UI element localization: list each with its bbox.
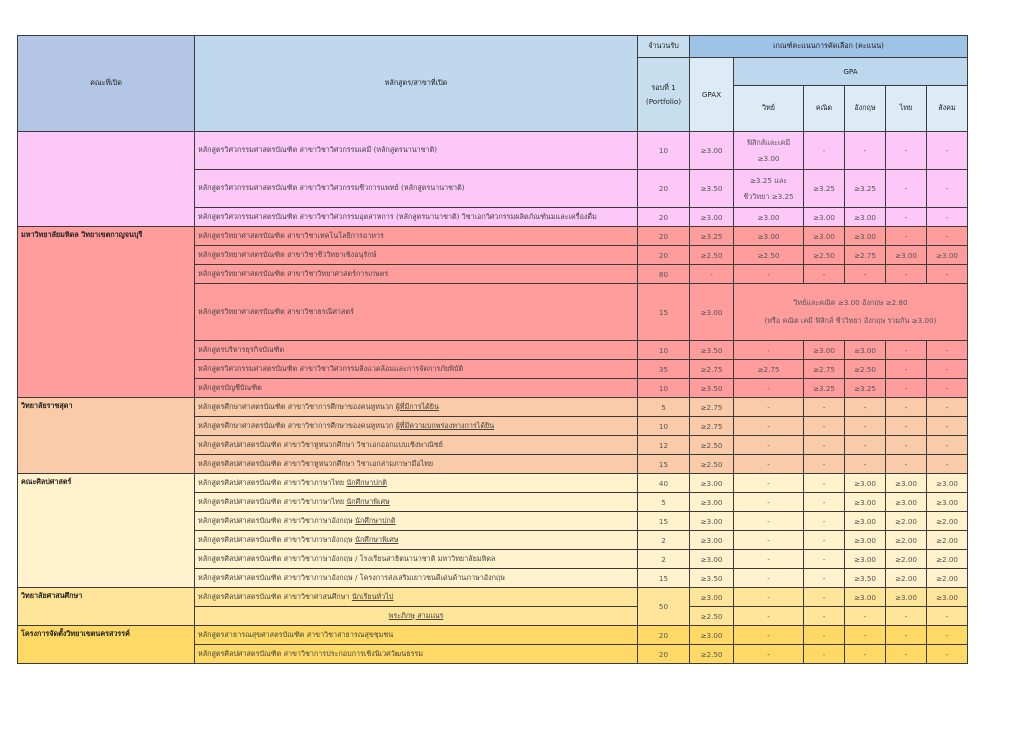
soc-cell: - — [927, 227, 968, 246]
eng-cell: - — [845, 436, 886, 455]
math-cell: - — [804, 607, 845, 626]
sci-cell: - — [734, 436, 804, 455]
table-row — [18, 227, 968, 246]
faculty-cell: วิทยาลัยศาสนศึกษา — [18, 588, 195, 626]
gpax-cell: ≥3.00 — [690, 208, 734, 227]
criteria-line-2: (หรือ คณิต เคมี ฟิสิกส์ ชีววิทยา อังกฤษ รวมกัน ≥3.00) — [764, 316, 937, 325]
capacity-cell: 10 — [638, 417, 690, 436]
sci-cell: - — [734, 379, 804, 398]
gpax-cell: ≥3.00 — [690, 512, 734, 531]
gpax-cell: - — [690, 265, 734, 284]
program-cell — [195, 493, 638, 512]
program-name: หลักสูตรศิลปศาสตรบัณฑิต สาขาวิชาหูหนวกศึกษา วิชาเอกล่ามภาษามือไทย — [198, 458, 434, 468]
math-cell: - — [804, 531, 845, 550]
program-name: หลักสูตรวิศวกรรมศาสตรบัณฑิต สาขาวิชาวิศวกรรมสิ่งแวดล้อมและการจัดการภัยพิบัติ — [198, 363, 464, 373]
math-cell: - — [804, 569, 845, 588]
eng-cell: ≥3.00 — [845, 341, 886, 360]
eng-cell: ≥3.00 — [845, 512, 886, 531]
eng-cell: - — [845, 645, 886, 664]
sci-cell: - — [734, 398, 804, 417]
eng-cell: ≥3.25 — [845, 170, 886, 208]
gpax-cell: ≥2.50 — [690, 246, 734, 265]
soc-cell: - — [927, 398, 968, 417]
program-cell — [195, 208, 638, 227]
eng-cell: ≥2.50 — [845, 360, 886, 379]
header-program: หลักสูตร/สาขาที่เปิด — [195, 36, 638, 132]
eng-cell: ≥3.00 — [845, 550, 886, 569]
capacity-cell: 10 — [638, 132, 690, 170]
header-subject-math: คณิต — [804, 86, 845, 132]
program-name: หลักสูตรศิลปศาสตรบัณฑิต สาขาวิชาภาษาอังกฤษ — [198, 534, 353, 544]
program-cell — [195, 607, 638, 626]
gpax-cell: ≥2.50 — [690, 436, 734, 455]
program-cell — [195, 379, 638, 398]
math-cell: - — [804, 436, 845, 455]
gpax-cell: ≥3.00 — [690, 132, 734, 170]
header-round — [638, 58, 690, 132]
program-track: พระภิกษุ สามเณร — [388, 610, 444, 620]
program-name: หลักสูตรวิศวกรรมศาสตรบัณฑิต สาขาวิชาวิศวกรรมเคมี (หลักสูตรนานาชาติ) — [198, 145, 438, 154]
header-capacity: จำนวนรับ — [638, 36, 690, 58]
program-track: นักศึกษาพิเศษ — [346, 496, 390, 506]
admission-criteria-table — [17, 35, 968, 664]
soc-cell: - — [927, 417, 968, 436]
program-name: หลักสูตรวิศวกรรมศาสตรบัณฑิต สาขาวิชาวิศวกรรมอุตสาหการ (หลักสูตรนานาชาติ) วิชาเอกวิศวกรรมผลิตภัณฑ์นมและเครื่องดื่ม — [198, 211, 597, 221]
gpax-cell: ≥2.50 — [690, 607, 734, 626]
header-round-label: รอบที่ 1 — [651, 82, 676, 92]
gpax-cell: ≥3.00 — [690, 550, 734, 569]
capacity-cell: 20 — [638, 645, 690, 664]
table-row — [18, 626, 968, 645]
soc-cell: - — [927, 645, 968, 664]
header-subject-soc: สังคม — [927, 86, 968, 132]
math-cell: - — [804, 512, 845, 531]
math-cell: ≥2.75 — [804, 360, 845, 379]
thai-cell: ≥2.00 — [886, 512, 927, 531]
capacity-cell: 20 — [638, 208, 690, 227]
thai-cell: - — [886, 360, 927, 379]
thai-cell: ≥2.00 — [886, 550, 927, 569]
program-name: หลักสูตรวิทยาศาสตรบัณฑิต สาขาวิชาธรณีศาสตร์ — [198, 306, 354, 316]
program-cell — [195, 341, 638, 360]
sci-cell: - — [734, 588, 804, 607]
eng-cell: - — [845, 398, 886, 417]
soc-cell: - — [927, 436, 968, 455]
sci-cell: ≥3.00 — [734, 227, 804, 246]
program-name: หลักสูตรศิลปศาสตรบัณฑิต สาขาวิชาภาษาไทย — [198, 496, 345, 506]
sci-cell: ≥2.75 — [734, 360, 804, 379]
program-cell — [195, 569, 638, 588]
eng-cell: ≥3.50 — [845, 569, 886, 588]
header-faculty: คณะที่เปิด — [18, 36, 195, 132]
thai-cell: ≥3.00 — [886, 493, 927, 512]
program-cell — [195, 246, 638, 265]
capacity-cell: 10 — [638, 341, 690, 360]
gpax-cell: ≥3.00 — [690, 474, 734, 493]
header-gpa: GPA — [734, 58, 968, 86]
thai-cell: - — [886, 379, 927, 398]
capacity-cell: 15 — [638, 569, 690, 588]
thai-cell: - — [886, 208, 927, 227]
eng-cell: - — [845, 455, 886, 474]
eng-cell: ≥3.00 — [845, 474, 886, 493]
program-track: นักศึกษาปกติ — [355, 515, 396, 525]
sci-cell: ≥3.00 — [734, 208, 804, 227]
criteria-line-1: วิทย์และคณิต ≥3.00 อังกฤษ ≥2.80 — [793, 298, 908, 307]
header-subject-thai: ไทย — [886, 86, 927, 132]
program-name: หลักสูตรบริหารธุรกิจบัณฑิต — [198, 344, 285, 354]
math-cell: - — [804, 265, 845, 284]
program-track: ผู้ที่มีความบกพร่องทางการได้ยิน — [395, 420, 495, 430]
capacity-cell: 50 — [638, 588, 690, 626]
thai-cell: ≥2.00 — [886, 569, 927, 588]
soc-cell: - — [927, 170, 968, 208]
gpax-cell: ≥2.75 — [690, 398, 734, 417]
sci-cell: - — [734, 493, 804, 512]
sci-cell: - — [734, 341, 804, 360]
math-cell: - — [804, 474, 845, 493]
program-track: ผู้ที่มีการได้ยิน — [395, 401, 439, 411]
capacity-cell: 20 — [638, 246, 690, 265]
capacity-cell: 12 — [638, 436, 690, 455]
soc-cell: - — [927, 607, 968, 626]
capacity-cell: 15 — [638, 512, 690, 531]
program-name: หลักสูตรวิทยาศาสตรบัณฑิต สาขาวิชาชีววิทยาเชิงอนุรักษ์ — [198, 249, 377, 259]
program-cell — [195, 455, 638, 474]
capacity-cell: 20 — [638, 170, 690, 208]
header-criteria: เกณฑ์คะแนนการคัดเลือก (คะแนน) — [690, 36, 968, 58]
program-track: นักเรียนทั่วไป — [351, 591, 394, 601]
thai-cell: - — [886, 455, 927, 474]
math-cell: ≥3.25 — [804, 170, 845, 208]
eng-cell: ≥3.00 — [845, 227, 886, 246]
eng-cell: - — [845, 132, 886, 170]
thai-cell: - — [886, 645, 927, 664]
sci-cell: - — [734, 455, 804, 474]
gpax-cell: ≥2.50 — [690, 455, 734, 474]
faculty-cell: วิทยาลัยราชสุดา — [18, 398, 195, 474]
math-cell: - — [804, 626, 845, 645]
capacity-cell: 40 — [638, 474, 690, 493]
program-cell — [195, 550, 638, 569]
thai-cell: - — [886, 341, 927, 360]
program-name: หลักสูตรบัญชีบัณฑิต — [198, 382, 262, 392]
header-subject-sci: วิทย์ — [734, 86, 804, 132]
thai-cell: ≥3.00 — [886, 246, 927, 265]
program-name: หลักสูตรศิลปศาสตรบัณฑิต สาขาวิชาภาษาอังกฤษ / โครงการส่งเสริมเยาวชนดีเด่นด้านภาษาอังกฤษ — [198, 572, 506, 582]
eng-cell: - — [845, 626, 886, 645]
soc-cell: - — [927, 341, 968, 360]
math-cell: - — [804, 493, 845, 512]
program-cell — [195, 265, 638, 284]
capacity-cell: 20 — [638, 227, 690, 246]
program-name: หลักสูตรศิลปศาสตรบัณฑิต สาขาวิชาศาสนศึกษา — [198, 591, 350, 601]
sci-cell: - — [734, 474, 804, 493]
thai-cell: - — [886, 607, 927, 626]
math-cell: ≥2.50 — [804, 246, 845, 265]
program-cell — [195, 626, 638, 645]
gpax-cell: ≥3.50 — [690, 379, 734, 398]
gpax-cell: ≥3.00 — [690, 626, 734, 645]
math-cell: - — [804, 417, 845, 436]
gpax-cell: ≥3.50 — [690, 341, 734, 360]
gpax-cell: ≥3.50 — [690, 170, 734, 208]
math-cell: - — [804, 645, 845, 664]
sci-cell: - — [734, 265, 804, 284]
table-row — [18, 132, 968, 170]
program-cell — [195, 417, 638, 436]
program-track: นักศึกษาปกติ — [346, 477, 387, 487]
header-subject-eng: อังกฤษ — [845, 86, 886, 132]
math-cell: - — [804, 455, 845, 474]
soc-cell: ≥3.00 — [927, 474, 968, 493]
thai-cell: - — [886, 626, 927, 645]
capacity-cell: 20 — [638, 626, 690, 645]
program-name: หลักสูตรศึกษาศาสตรบัณฑิต สาขาวิชาการศึกษาของคนหูหนวก — [198, 401, 394, 411]
gpax-cell: ≥3.50 — [690, 569, 734, 588]
program-cell — [195, 436, 638, 455]
gpax-cell: ≥2.75 — [690, 360, 734, 379]
thai-cell: - — [886, 227, 927, 246]
gpax-cell: ≥2.75 — [690, 417, 734, 436]
soc-cell: - — [927, 208, 968, 227]
math-cell: - — [804, 588, 845, 607]
thai-cell: - — [886, 436, 927, 455]
capacity-cell: 2 — [638, 550, 690, 569]
eng-cell: - — [845, 417, 886, 436]
program-name: หลักสูตรศิลปศาสตรบัณฑิต สาขาวิชาหูหนวกศึกษา วิชาเอกออกแบบเชิงพาณิชย์ — [198, 439, 443, 449]
math-cell: - — [804, 398, 845, 417]
thai-cell: ≥3.00 — [886, 474, 927, 493]
gpax-cell: ≥3.00 — [690, 531, 734, 550]
eng-cell: ≥2.75 — [845, 246, 886, 265]
thai-cell: - — [886, 170, 927, 208]
math-cell: - — [804, 550, 845, 569]
program-name: หลักสูตรสาธารณสุขศาสตรบัณฑิต สาขาวิชาสาธารณสุขชุมชน — [198, 629, 394, 639]
math-cell: ≥3.00 — [804, 208, 845, 227]
soc-cell: - — [927, 626, 968, 645]
program-cell — [195, 284, 638, 341]
program-cell — [195, 170, 638, 208]
program-cell — [195, 132, 638, 170]
program-cell — [195, 512, 638, 531]
sci-cell: - — [734, 645, 804, 664]
soc-cell: - — [927, 132, 968, 170]
math-cell: ≥3.25 — [804, 379, 845, 398]
eng-cell: ≥3.00 — [845, 208, 886, 227]
sci-cell: - — [734, 512, 804, 531]
capacity-cell: 35 — [638, 360, 690, 379]
soc-cell: - — [927, 360, 968, 379]
sci-cell: ≥3.25 และชีววิทยา ≥3.25 — [734, 170, 804, 208]
eng-cell: ≥3.00 — [845, 531, 886, 550]
program-cell — [195, 398, 638, 417]
capacity-cell: 80 — [638, 265, 690, 284]
gpax-cell: ≥2.50 — [690, 645, 734, 664]
sci-cell: - — [734, 417, 804, 436]
program-cell — [195, 645, 638, 664]
gpax-cell: ≥3.00 — [690, 493, 734, 512]
gpax-cell: ≥3.00 — [690, 284, 734, 341]
table-row — [18, 474, 968, 493]
eng-cell: ≥3.00 — [845, 588, 886, 607]
sci-cell: - — [734, 569, 804, 588]
table-row — [18, 588, 968, 607]
eng-cell: ≥3.00 — [845, 493, 886, 512]
sci-cell: - — [734, 626, 804, 645]
soc-cell: ≥2.00 — [927, 569, 968, 588]
capacity-cell: 10 — [638, 379, 690, 398]
math-cell: - — [804, 132, 845, 170]
math-cell: ≥3.00 — [804, 227, 845, 246]
sci-cell: - — [734, 607, 804, 626]
gpax-cell: ≥3.00 — [690, 588, 734, 607]
eng-cell: - — [845, 607, 886, 626]
program-cell — [195, 360, 638, 379]
table-row — [18, 398, 968, 417]
thai-cell: - — [886, 132, 927, 170]
soc-cell: ≥2.00 — [927, 531, 968, 550]
soc-cell: - — [927, 455, 968, 474]
program-name: หลักสูตรวิทยาศาสตรบัณฑิต สาขาวิชาวิทยาศาสตร์การเกษตร — [198, 268, 389, 278]
program-name: หลักสูตรวิศวกรรมศาสตรบัณฑิต สาขาวิชาวิศวกรรมชีวการแพทย์ (หลักสูตรนานาชาติ) — [198, 183, 465, 192]
faculty-cell: คณะศิลปศาสตร์ — [18, 474, 195, 588]
soc-cell: ≥3.00 — [927, 493, 968, 512]
soc-cell: ≥3.00 — [927, 588, 968, 607]
header-gpax: GPAX — [690, 58, 734, 132]
header-round-sub: (Portfolio) — [645, 96, 682, 106]
gpax-cell: ≥3.25 — [690, 227, 734, 246]
program-track: นักศึกษาพิเศษ — [355, 534, 399, 544]
program-name: หลักสูตรศึกษาศาสตรบัณฑิต สาขาวิชาการศึกษาของคนหูหนวก — [198, 420, 394, 430]
program-name: หลักสูตรวิทยาศาสตรบัณฑิต สาขาวิชาเทคโนโลยีการอาหาร — [198, 230, 384, 240]
soc-cell: ≥2.00 — [927, 512, 968, 531]
thai-cell: - — [886, 265, 927, 284]
program-cell — [195, 227, 638, 246]
soc-cell: - — [927, 265, 968, 284]
faculty-cell: มหาวิทยาลัยมหิดล วิทยาเขตกาญจนบุรี — [18, 227, 195, 398]
program-cell — [195, 531, 638, 550]
sci-cell: ฟิสิกส์และเคมี ≥3.00 — [734, 132, 804, 170]
sci-cell: ≥2.50 — [734, 246, 804, 265]
program-name: หลักสูตรศิลปศาสตรบัณฑิต สาขาวิชาการประกอบการเชิงนิเวศวัฒนธรรม — [198, 648, 424, 658]
eng-cell: ≥3.25 — [845, 379, 886, 398]
faculty-cell — [18, 132, 195, 227]
capacity-cell: 15 — [638, 284, 690, 341]
thai-cell: - — [886, 398, 927, 417]
program-cell — [195, 588, 638, 607]
soc-cell: - — [927, 379, 968, 398]
thai-cell: - — [886, 417, 927, 436]
thai-cell: ≥3.00 — [886, 588, 927, 607]
sci-cell: - — [734, 550, 804, 569]
soc-cell: ≥2.00 — [927, 550, 968, 569]
sci-cell: - — [734, 531, 804, 550]
capacity-cell: 2 — [638, 531, 690, 550]
program-name: หลักสูตรศิลปศาสตรบัณฑิต สาขาวิชาภาษาอังกฤษ / โรงเรียนสาธิตนานาชาติ มหาวิทยาลัยมหิดล — [198, 553, 496, 563]
faculty-cell: โครงการจัดตั้งวิทยาเขตนครสวรรค์ — [18, 626, 195, 664]
merged-criteria-cell — [734, 284, 968, 341]
capacity-cell: 15 — [638, 455, 690, 474]
capacity-cell: 5 — [638, 493, 690, 512]
thai-cell: ≥2.00 — [886, 531, 927, 550]
capacity-cell: 5 — [638, 398, 690, 417]
soc-cell: ≥3.00 — [927, 246, 968, 265]
program-name: หลักสูตรศิลปศาสตรบัณฑิต สาขาวิชาภาษาอังกฤษ — [198, 515, 353, 525]
math-cell: ≥3.00 — [804, 341, 845, 360]
program-cell — [195, 474, 638, 493]
eng-cell: - — [845, 265, 886, 284]
program-name: หลักสูตรศิลปศาสตรบัณฑิต สาขาวิชาภาษาไทย — [198, 477, 345, 487]
